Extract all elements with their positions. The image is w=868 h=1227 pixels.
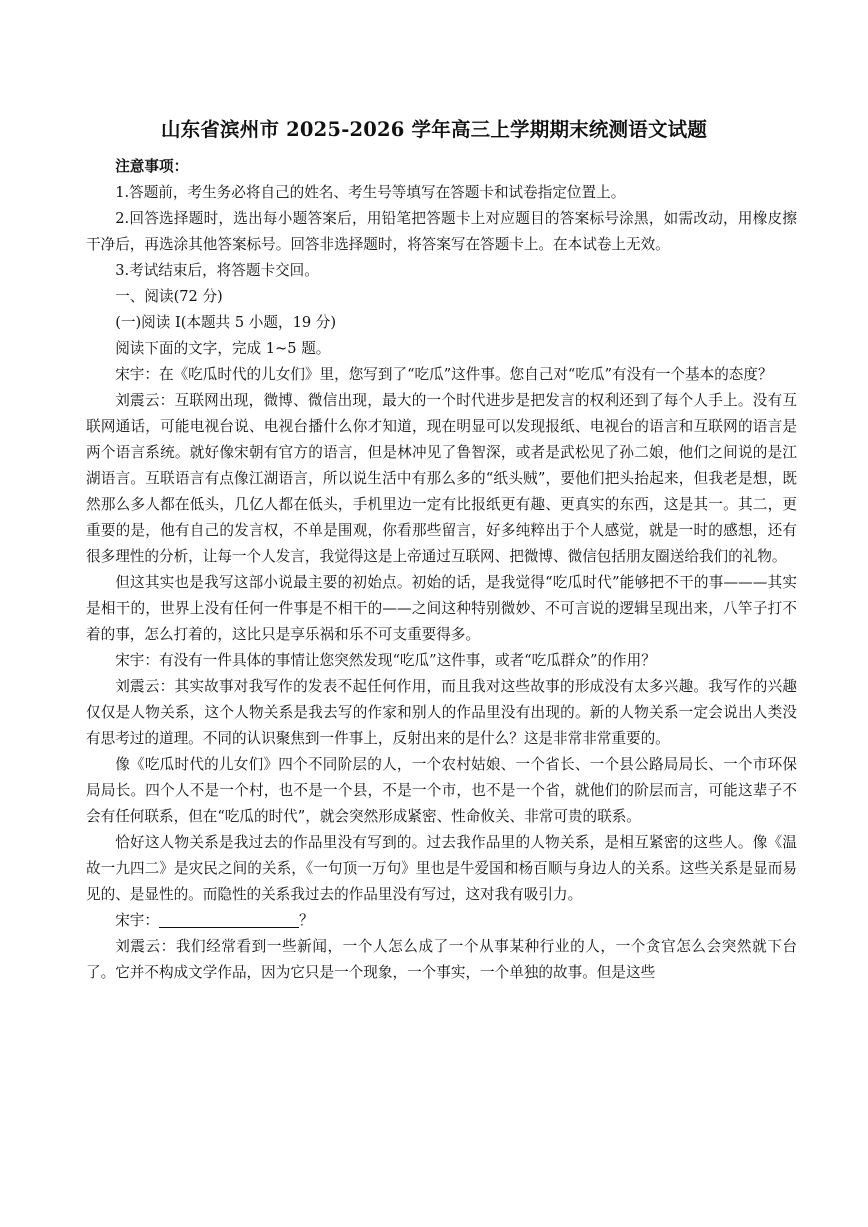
passage-paragraph: 但这其实也是我写这部小说最主要的初始点。初始的话，是我觉得“吃瓜时代”能够把不干的事———其实是相干的，世界上没有任何一件事是不相干的——之间这种特别微妙、不可言说的逻辑呈现出来，八竿子打不着的事，怎么打着的，这比只是享乐祸和乐不可支重要得多。 (86, 574, 797, 643)
passage-question-line (86, 908, 797, 934)
notice-heading: 注意事项： (115, 158, 189, 175)
passage-paragraph: 像《吃瓜时代的儿女们》四个不同阶层的人，一个农村姑娘、一个省长、一个县公路局局长、一个市环保局局长。四个人不是一个村，也不是一个县，不是一个市，也不是一个省，就他们的阶层而言，可能这辈子不会有任何联系，但在“吃瓜的时代”，就会突然形成紧密、性命攸关、非常可贵的联系。 (86, 756, 797, 825)
section-heading: 一、阅读(72 分) (115, 288, 223, 305)
page-title: 山东省滨州市 2025-2026 学年高三上学期期末统测语文试题 (160, 118, 708, 141)
notice-item-1: 1.答题前，考生务必将自己的姓名、考生号等填写在答题卡和试卷指定位置上。 (115, 184, 626, 201)
question-speaker: 宋宇： (115, 912, 159, 929)
section-subheading: (一)阅读 I(本题共 5 小题，19 分) (115, 314, 337, 331)
passage-paragraph: 恰好这人物关系是我过去的作品里没有写到的。过去我作品里的人物关系，是相互紧密的这些人。像《温故一九四二》是灾民之间的关系，《一句顶一万句》里也是牛爱国和杨百顺与身边人的关系。这些关系是显而易见的、是显性的。而隐性的关系我过去的作品里没有写过，这对我有吸引力。 (86, 834, 797, 903)
passage-paragraph: 刘震云：我们经常看到一些新闻，一个人怎么成了一个从事某种行业的人，一个贪官怎么会突然就下台了。它并不构成文学作品，因为它只是一个现象，一个事实，一个单独的故事。但是这些 (86, 938, 797, 981)
question-mark: ？ (298, 912, 314, 929)
section-instruction: 阅读下面的文字，完成 1~5 题。 (115, 340, 331, 357)
passage-paragraph: 宋宇：在《吃瓜时代的儿女们》里，您写到了“吃瓜”这件事。您自己对“吃瓜”有没有一个基本的态度？ (115, 366, 773, 383)
passage-paragraph: 刘震云：互联网出现，微博、微信出现，最大的一个时代进步是把发言的权利还到了每个人手上。没有互联网通话，可能电视台说、电视台播什么你才知道，现在明显可以发现报纸、电视台的语言和互联网的语言是两个语言系统。就好像宋朝有官方的语言，但是林冲见了鲁智深，或者是武松见了孙二娘，他们之间说的是江湖语言。互联语言有点像江湖语言，所以说生活中有那么多的“纸头贼”，要他们把头抬起来，但我老是想，既然那么多人都在低头，几亿人都在低头，手机里边一定有比报纸更有趣、更真实的东西，这是其一。其二，更重要的是，他有自己的发言权，不单是围观，你看那些留言，好多纯粹出于个人感觉，就是一时的感想，还有很多理性的分析，让每一个人发言，我觉得这是上帝通过互联网、把微博、微信包括朋友圈送给我们的礼物。 (86, 392, 797, 565)
notice-item-2: 2.回答选择题时，选出每小题答案后，用铅笔把答题卡上对应题目的答案标号涂黑，如需改动，用橡皮擦干净后，再选涂其他答案标号。回答非选择题时，将答案写在答题卡上。在本试卷上无效。 (86, 210, 797, 253)
passage-paragraph: 刘震云：其实故事对我写作的发表不起任何作用，而且我对这些故事的形成没有太多兴趣。我写作的兴趣仅仅是人物关系，这个人物关系是我去写的作家和别人的作品里没有出现的。新的人物关系一定会说出人类没有思考过的道理。不同的认识聚焦到一件事上，反射出来的是什么？这是非常非常重要的。 (86, 678, 797, 747)
answer-blank[interactable] (159, 911, 299, 928)
passage-paragraph: 宋宇：有没有一件具体的事情让您突然发现“吃瓜”这件事，或者“吃瓜群众”的作用？ (115, 652, 656, 669)
notice-item-3: 3.考试结束后，将答题卡交回。 (115, 262, 319, 279)
exam-content (86, 154, 797, 986)
